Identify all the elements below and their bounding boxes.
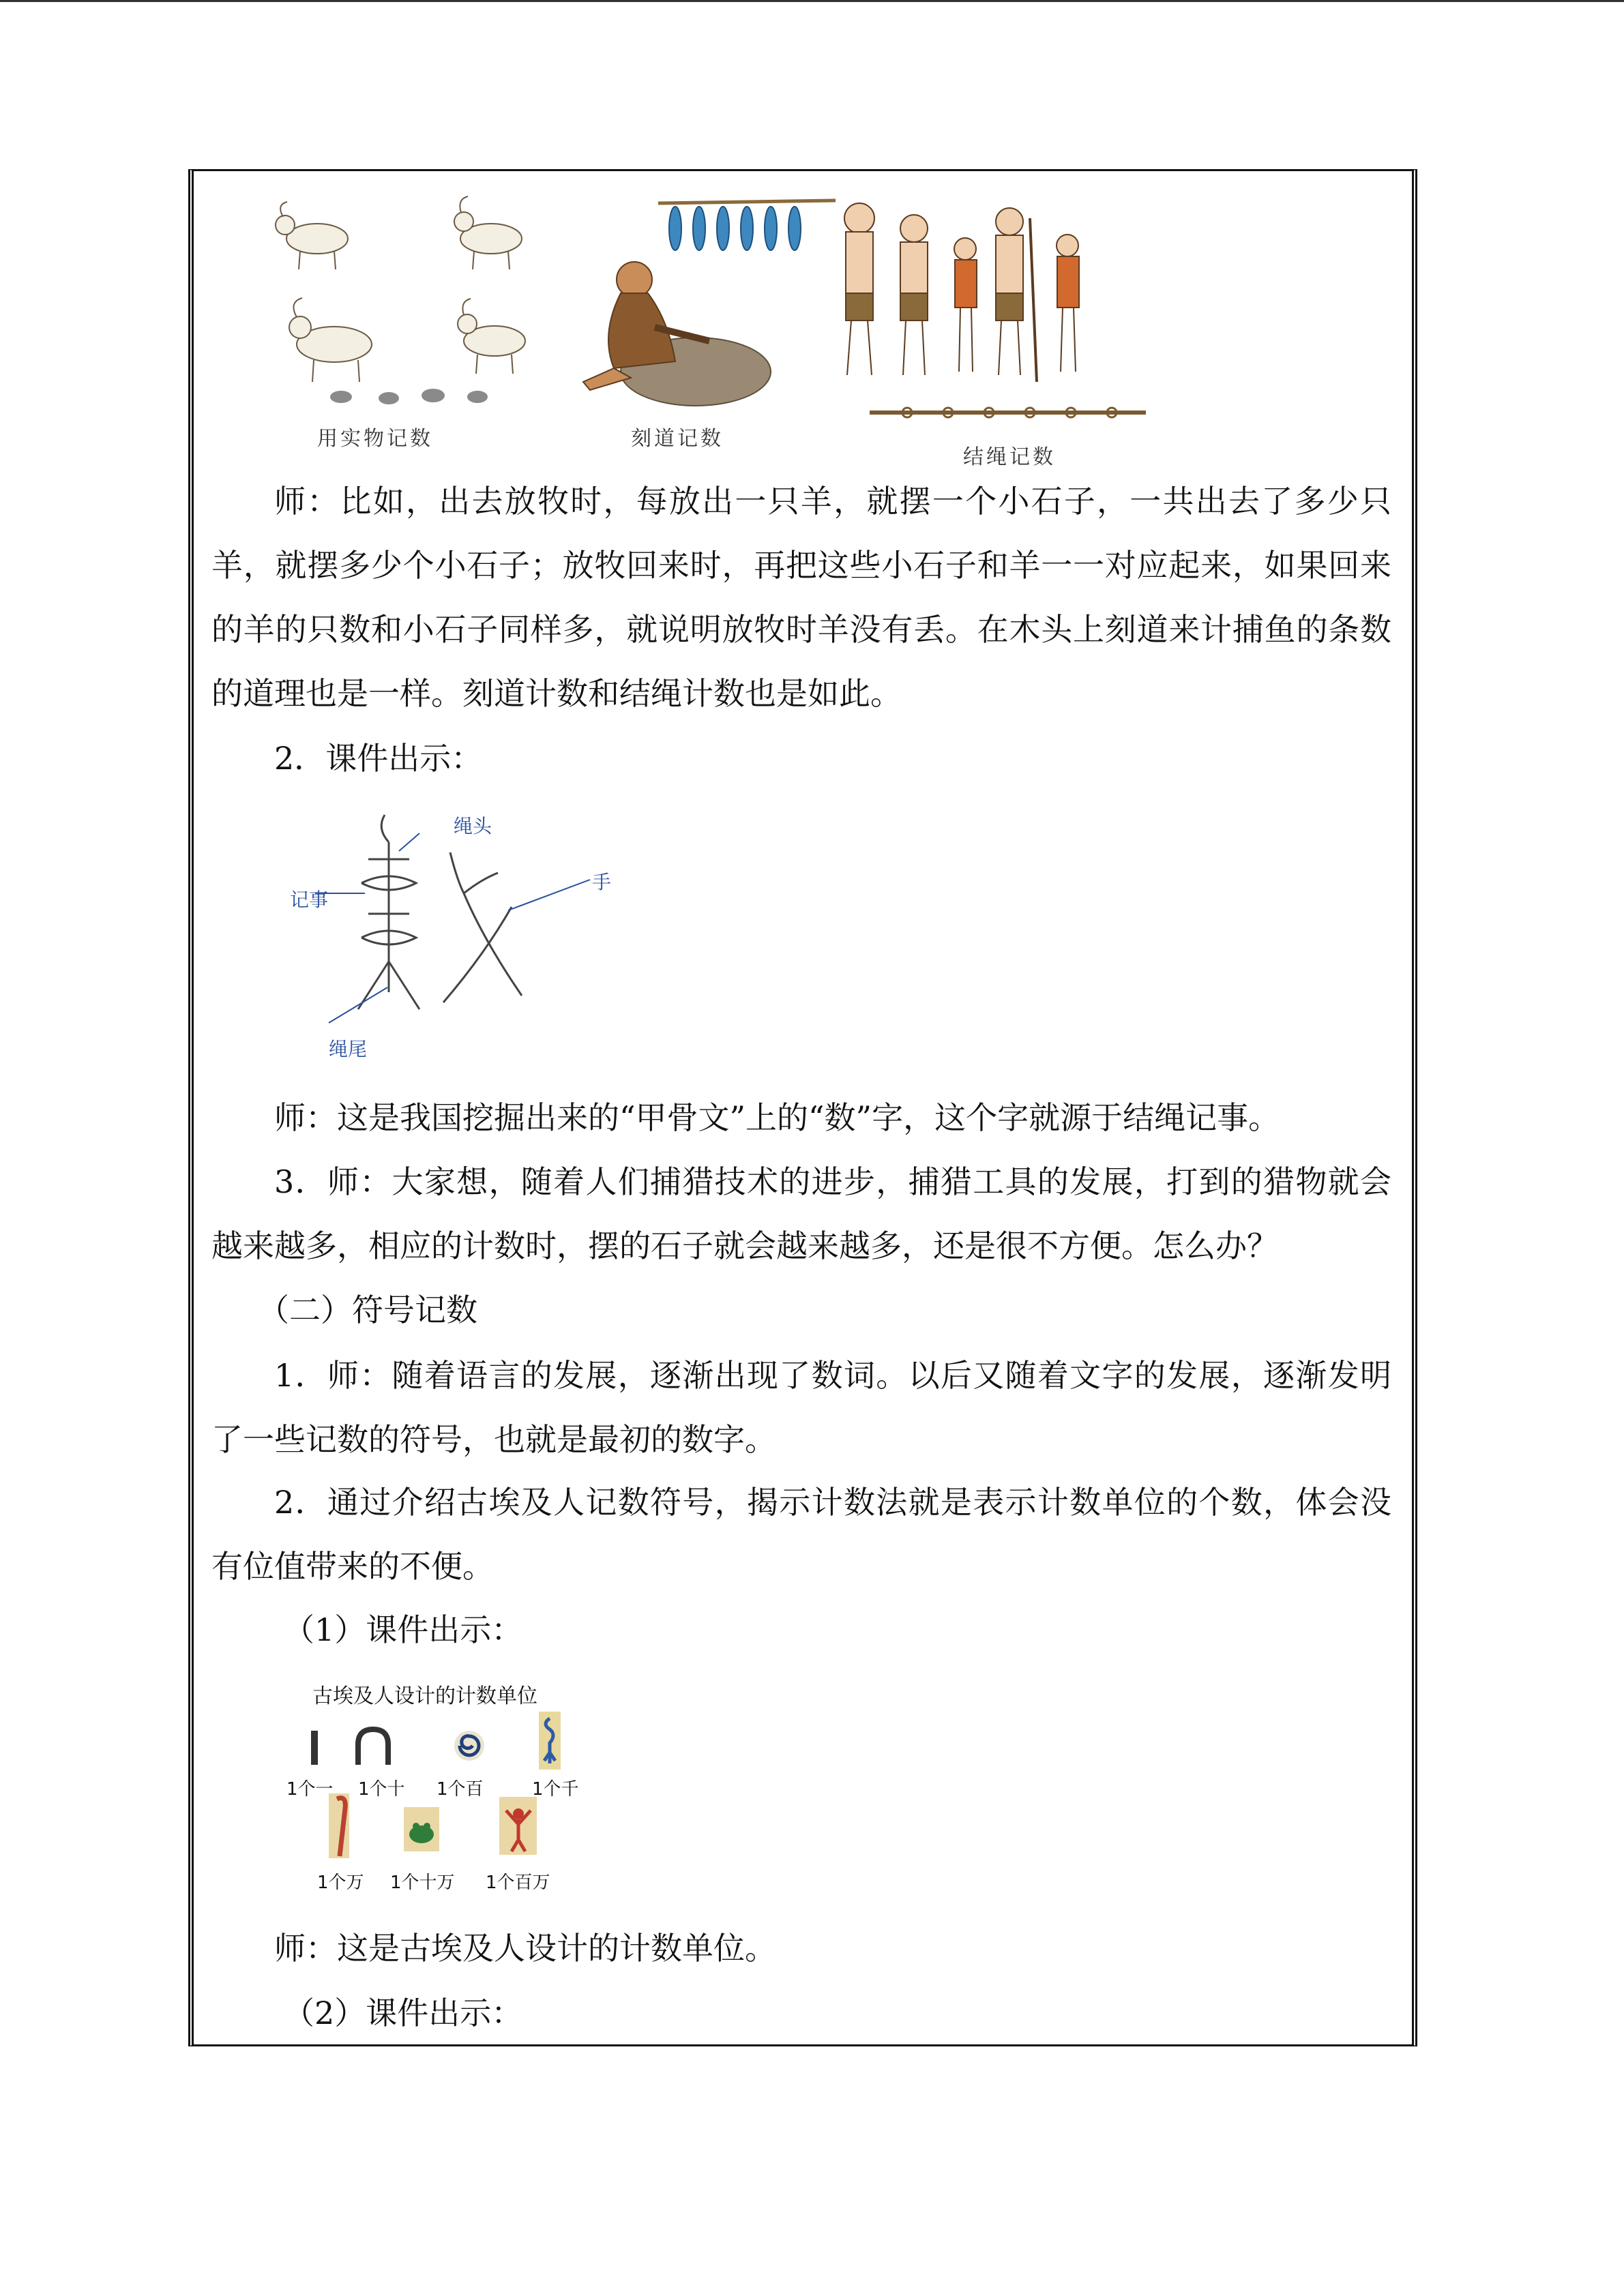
unit-ten-icon (358, 1729, 388, 1765)
people-group (844, 203, 1079, 382)
unit-hundred-thousand-icon (404, 1807, 439, 1851)
egyptian-unit-symbols (286, 1712, 600, 1889)
fish-icon (669, 207, 801, 250)
paragraph-numerals-origin: 1．师：随着语言的发展，逐渐出现了数词。以后又随着文字的发展，逐渐发明了一些记数的符号，也就是最初的数字。 (211, 1357, 1391, 1458)
caption-notch-counting: 刻道记数 (631, 427, 724, 451)
goat-icon (454, 196, 522, 269)
caption-knot-counting: 结绳记数 (963, 445, 1056, 469)
paragraph-question: 3．师：大家想，随着人们捕猎技术的进步，捕猎工具的发展，打到的猎物就会越来越多，相应的计数时，摆的石子就会越来越多，还是很不方便。怎么办？ (211, 1163, 1391, 1264)
unit-million-icon (499, 1797, 537, 1855)
unit-thousand-icon (539, 1712, 561, 1770)
unit-label-hundred-thousand: 1个十万 (390, 1873, 455, 1893)
paragraph-egyptian-intro: 2．通过介绍古埃及人记数符号，揭示计数法就是表示计数单位的个数，体会没有位值带来的不便。 (211, 1484, 1391, 1585)
unit-label-ten-thousand: 1个万 (317, 1873, 364, 1893)
label-rope-tail: 绳尾 (329, 1038, 368, 1060)
unit-label-million: 1个百万 (486, 1873, 550, 1893)
item-courseware-1: （1）课件出示： (283, 1611, 523, 1648)
section-symbol-counting: （二）符号记数 (258, 1292, 477, 1328)
unit-label-ten: 1个十 (358, 1779, 405, 1800)
unit-label-hundred: 1个百 (437, 1779, 484, 1800)
oracle-bone-shu-character (286, 805, 628, 1064)
paragraph-oracle-bone: 师：这是我国挖掘出来的“甲骨文”上的“数”字，这个字就源于结绳记事。 (274, 1099, 1280, 1136)
unit-label-one: 1个一 (286, 1779, 334, 1800)
counting-methods-illustration (259, 191, 1173, 443)
unit-one-icon (311, 1731, 318, 1765)
egyptian-units-title: 古埃及人设计的计数单位 (312, 1684, 537, 1708)
stones (330, 389, 488, 404)
knotted-rope (870, 408, 1146, 417)
caption-object-counting: 用实物记数 (317, 427, 433, 451)
goat-icon (458, 299, 525, 374)
unit-ten-thousand-icon (329, 1793, 349, 1858)
goat-icon (276, 202, 348, 269)
item-courseware-2: 2．课件出示： (274, 740, 483, 777)
label-record-event: 记事 (290, 889, 329, 911)
item-courseware-2b: （2）课件出示： (283, 1995, 523, 2031)
page-top-rule (0, 0, 1624, 2)
paragraph-explanation: 师：比如，出去放牧时，每放出一只羊，就摆一个小石子，一共出去了多少只羊，就摆多少个小石子；放牧回来时，再把这些小石子和羊一一对应起来，如果回来的羊的只数和小石子同样多，就说明放牧时羊没有丢。在木头上刻道来计捕鱼的条数的道理也是一样。刻道计数和结绳计数也是如此。 (211, 483, 1391, 712)
paragraph-egyptian-units: 师：这是古埃及人设计的计数单位。 (274, 1930, 776, 1967)
goat-icon (289, 298, 372, 382)
unit-label-thousand: 1个千 (532, 1779, 579, 1800)
label-rope-head: 绳头 (454, 815, 492, 837)
label-hand: 手 (592, 871, 612, 893)
unit-hundred-icon (454, 1731, 484, 1761)
